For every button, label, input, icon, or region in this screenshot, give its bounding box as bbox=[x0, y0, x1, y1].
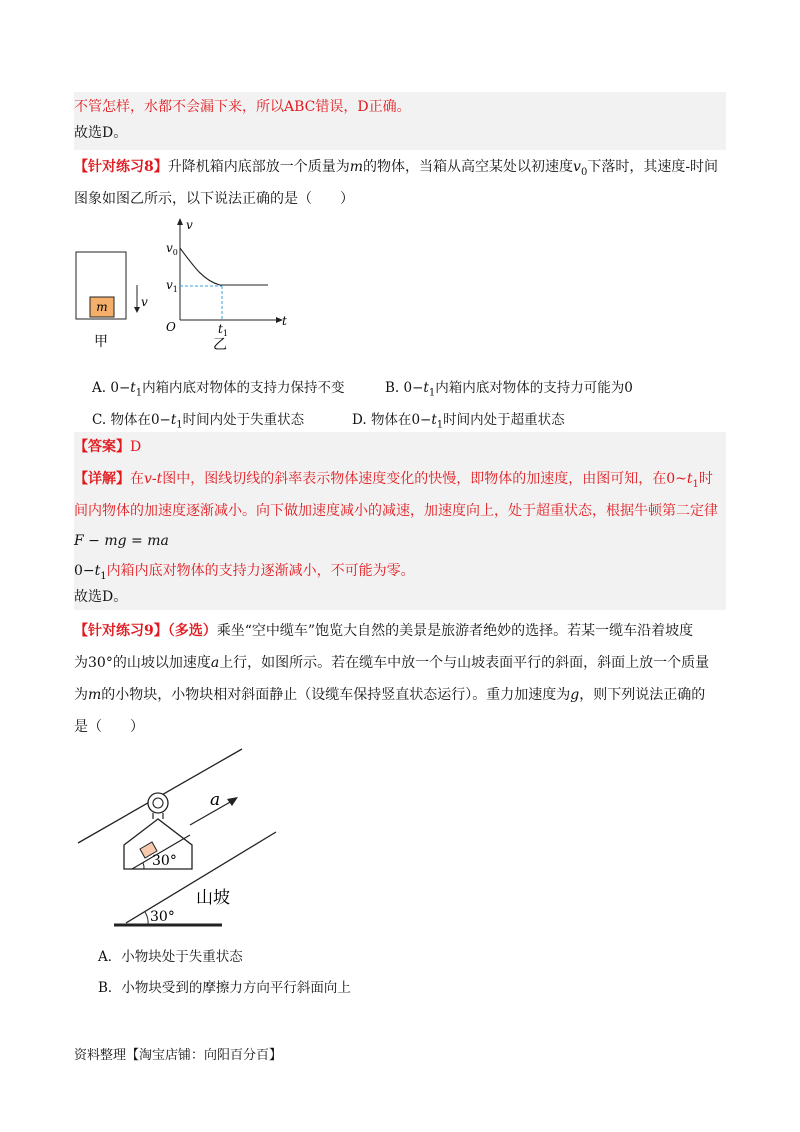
q8-option-b[interactable]: B. $0-t_1$内箱内底对物体的支持力可能为0 bbox=[385, 380, 633, 399]
mass-label: m bbox=[96, 300, 108, 314]
prev-answer-conclusion: 故选D。 bbox=[74, 125, 128, 141]
v0-label: $v_0$ bbox=[166, 241, 178, 257]
q8-stem: 【针对练习8】升降机箱内底部放一个质量为m的物体，当箱从高空某处以初速度$v_0$下落时，其速度-时间 图象如图乙所示，以下说法正确的是（ ） bbox=[74, 159, 719, 207]
ground-angle-label: 30° bbox=[150, 909, 175, 925]
footer-source: 资料整理【淘宝店铺：向阳百分百】 bbox=[74, 1048, 283, 1063]
q9-figure bbox=[72, 745, 312, 935]
v-axis-label: v bbox=[186, 218, 193, 232]
t1-label: $t_1$ bbox=[218, 322, 228, 338]
prev-answer-block bbox=[74, 92, 726, 150]
q8-solution-block bbox=[74, 432, 726, 610]
velocity-curve bbox=[180, 248, 268, 285]
slope-label: 山坡 bbox=[196, 888, 230, 908]
prev-answer-line: 不管怎样，水都不会漏下来，所以ABC错误，D正确。 bbox=[74, 99, 411, 115]
inner-angle-label: 30° bbox=[152, 853, 177, 869]
q8-option-c[interactable]: C. 物体在$0-t_1$时间内处于失重状态 bbox=[92, 412, 305, 431]
q9-multi-badge: （多选） bbox=[167, 623, 217, 639]
velocity-arrow-label: v bbox=[141, 295, 148, 309]
q8-option-d[interactable]: D. 物体在$0-t_1$时间内处于超重状态 bbox=[352, 412, 565, 431]
q8-detail-line1: 【详解】在v-t图中，图线切线的斜率表示物体速度变化的快慢，即物体的加速度，由图可知，在$0\sim t_1$时 bbox=[74, 471, 713, 490]
acceleration-arrow-head-icon bbox=[227, 797, 238, 806]
q8-detail-line2: 间内物体的加速度逐渐减小。向下做加速度减小的减速，加速度向上，处于超重状态，根据牛顿第二定律 bbox=[74, 503, 718, 519]
q9-option-a[interactable]: A．小物块处于失重状态 bbox=[98, 949, 243, 965]
down-arrow-icon bbox=[134, 307, 140, 313]
q8-answer: 【答案】D bbox=[74, 439, 142, 455]
q8-tag: 【针对练习8】 bbox=[74, 159, 168, 175]
q9-option-b[interactable]: B．小物块受到的摩擦力方向平行斜面向上 bbox=[98, 980, 351, 996]
t-axis-label: t bbox=[282, 314, 287, 328]
q9-tag: 【针对练习9】 bbox=[74, 623, 168, 639]
q8-figure bbox=[68, 215, 308, 355]
q8-detail-line4: $0-t_1$内箱内底对物体的支持力逐渐减小，不可能为零。 bbox=[74, 563, 415, 582]
v-axis-arrow-icon bbox=[177, 218, 183, 225]
q9-stem: 【针对练习9】（多选）乘坐“空中缆车”饱览大自然的美景是旅游者绝妙的选择。若某一缆车沿着坡度 为30°的山坡以加速度a上行，如图所示。若在缆车中放一个与山坡表面平行的斜面，斜面上放一个质量 为m的小物块，小物块相对斜面静止（设缆车保持竖直状态运行）。重力加速度为g，则下列说法正确的 是（ ） bbox=[74, 623, 710, 735]
acceleration-label: a bbox=[210, 790, 221, 810]
v1-label: $v_1$ bbox=[166, 278, 178, 294]
q8-conclusion: 故选D。 bbox=[74, 589, 128, 605]
q8-option-a[interactable]: A. $0-t_1$内箱内底对物体的支持力保持不变 bbox=[92, 380, 345, 399]
origin-label: O bbox=[166, 320, 176, 334]
q8-equation: F − mg = ma bbox=[74, 533, 169, 549]
yi-label: 乙 bbox=[213, 337, 227, 353]
jia-label: 甲 bbox=[94, 334, 108, 350]
